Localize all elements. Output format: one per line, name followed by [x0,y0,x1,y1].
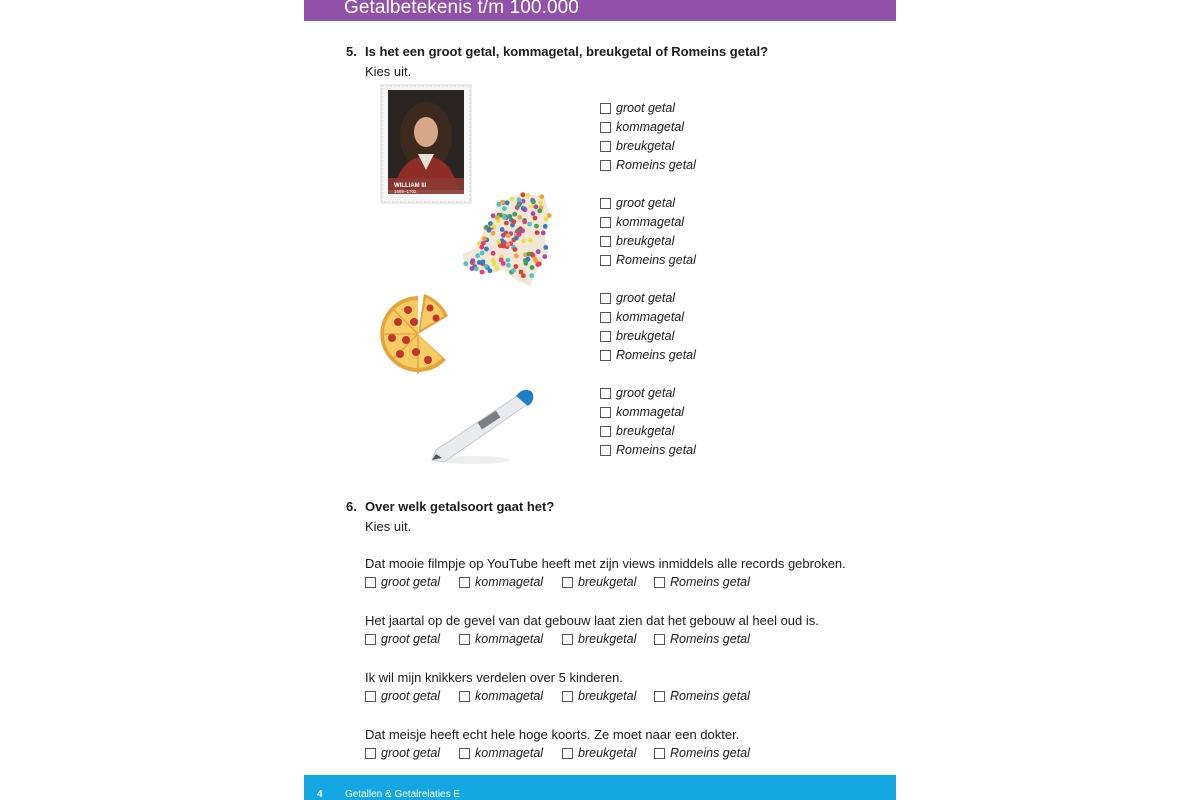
checkbox[interactable] [365,577,376,588]
checkbox[interactable] [600,122,611,133]
person-dot [475,253,480,258]
checkbox[interactable] [459,691,470,702]
checkbox-label: breukgetal [578,689,637,703]
person-dot [512,212,517,217]
q6-option-2-4[interactable] [654,632,750,646]
checkbox[interactable] [459,634,470,645]
checkbox-label: breukgetal [616,139,675,153]
checkbox-label: Romeins getal [616,253,696,267]
q6-option-4-4[interactable] [654,746,750,760]
person-dot [495,215,500,220]
person-dot [508,214,513,219]
checkbox-label: groot getal [381,689,441,703]
footer-bar [304,775,896,800]
q6-option-4-1[interactable] [365,746,440,760]
q6-option-1-2[interactable] [459,575,543,589]
person-dot [513,247,518,252]
person-dot [480,251,485,256]
question-6-instruction: Kies uit. [365,519,412,534]
person-dot [487,228,492,233]
q6-option-1-4[interactable] [654,575,750,589]
q6-option-1-3[interactable] [562,575,636,589]
person-dot [494,266,499,271]
question-5-number: 5. [346,44,357,59]
checkbox[interactable] [600,407,611,418]
person-dot [500,227,505,232]
q5-option-4-2[interactable] [600,405,684,419]
q5-option-4-4[interactable] [600,443,696,457]
checkbox-label: groot getal [616,101,676,115]
person-dot [488,221,493,226]
checkbox-label: Romeins getal [670,689,750,703]
checkbox[interactable] [600,198,611,209]
person-dot [525,193,530,198]
person-dot [533,257,538,262]
q6-option-1-1[interactable] [365,575,440,589]
person-dot [526,252,531,257]
checkbox[interactable] [365,691,376,702]
q6-sentence-3: Ik wil mijn knikkers verdelen over 5 kinderen. [365,670,623,685]
thermometer-picture [428,380,540,470]
checkbox-label: kommagetal [616,310,685,324]
checkbox-label: groot getal [616,291,676,305]
person-dot [502,206,507,211]
person-dot [525,257,530,262]
checkbox-label: kommagetal [616,405,685,419]
checkbox[interactable] [600,103,611,114]
q5-option-1-3[interactable] [600,139,674,153]
checkbox-label: kommagetal [475,689,544,703]
checkbox[interactable] [600,331,611,342]
checkbox[interactable] [600,312,611,323]
q6-option-4-3[interactable] [562,746,636,760]
checkbox[interactable] [365,634,376,645]
checkbox[interactable] [365,748,376,759]
checkbox[interactable] [600,141,611,152]
person-dot [547,213,552,218]
question-6-number: 6. [346,499,357,514]
q6-option-3-1[interactable] [365,689,440,703]
q5-option-2-2[interactable] [600,215,684,229]
q5-option-1-1[interactable] [600,101,675,115]
checkbox[interactable] [600,255,611,266]
person-dot [543,245,548,250]
checkbox[interactable] [600,445,611,456]
checkbox-label: Romeins getal [616,443,696,457]
checkbox-label: groot getal [381,746,441,760]
person-dot [470,258,475,263]
person-dot [491,251,496,256]
person-dot [518,229,523,234]
q6-sentence-1: Dat mooie filmpje op YouTube heeft met zijn views inmiddels alle records gebroken. [365,556,846,571]
checkbox-label: Romeins getal [670,632,750,646]
stamp-picture [380,84,472,204]
checkbox[interactable] [600,350,611,361]
checkbox[interactable] [654,634,665,645]
person-dot [505,200,510,205]
page-title: Getalbetekenis t/m 100.000 [344,0,579,18]
person-dot [496,240,501,245]
person-dot [541,231,546,236]
checkbox-label: Romeins getal [616,348,696,362]
question-5-title: Is het een groot getal, kommagetal, breukgetal of Romeins getal? [365,44,769,59]
q6-option-2-3[interactable] [562,632,636,646]
checkbox-label: groot getal [381,632,441,646]
q6-sentence-2: Het jaartal op de gevel van dat gebouw laat zien dat het gebouw al heel oud is. [365,613,819,628]
checkbox-label: breukgetal [578,575,637,589]
person-dot [534,224,539,229]
person-dot [514,264,519,269]
q5-option-1-4[interactable] [600,158,696,172]
checkbox-label: Romeins getal [670,575,750,589]
person-dot [516,203,521,208]
person-dot [479,245,484,250]
person-dot [521,239,526,244]
person-dot [480,270,485,275]
q6-option-3-3[interactable] [562,689,636,703]
person-dot [534,204,539,209]
person-dot [502,215,507,220]
checkbox[interactable] [562,634,573,645]
q6-option-3-4[interactable] [654,689,750,703]
q6-option-2-1[interactable] [365,632,440,646]
q6-option-4-2[interactable] [459,746,543,760]
person-dot [520,192,525,197]
q5-option-1-2[interactable] [600,120,684,134]
person-dot [504,221,509,226]
checkbox[interactable] [600,388,611,399]
checkbox[interactable] [459,577,470,588]
header-bar [304,0,896,21]
checkbox-label: breukgetal [616,234,675,248]
person-dot [481,241,486,246]
person-dot [535,262,540,267]
checkbox-label: breukgetal [616,329,675,343]
person-dot [529,273,534,278]
q5-option-4-1[interactable] [600,386,675,400]
person-dot [491,213,496,218]
person-dot [519,270,524,275]
q5-option-3-1[interactable] [600,291,675,305]
checkbox[interactable] [654,748,665,759]
question-6-title: Over welk getalsoort gaat het? [365,499,555,514]
checkbox-label: kommagetal [475,575,544,589]
checkbox-label: kommagetal [616,215,685,229]
person-dot [535,230,540,235]
person-dot [499,258,504,263]
person-dot [537,208,542,213]
checkbox-label: Romeins getal [616,158,696,172]
checkbox-label: kommagetal [475,746,544,760]
checkbox-label: groot getal [616,386,676,400]
person-dot [481,260,486,265]
person-dot [488,268,493,273]
q6-option-2-2[interactable] [459,632,543,646]
person-dot [470,266,475,271]
checkbox-label: kommagetal [616,120,685,134]
person-dot [511,268,516,273]
checkbox[interactable] [600,293,611,304]
person-dot [463,261,468,266]
q5-option-2-1[interactable] [600,196,675,210]
checkbox-label: breukgetal [578,746,637,760]
person-dot [529,204,534,209]
checkbox-label: Romeins getal [670,746,750,760]
footer-title: Getallen & Getalrelaties E [345,789,461,800]
checkbox-label: breukgetal [578,632,637,646]
person-dot [530,265,535,270]
stamp-caption: WILLIAM III [394,183,427,189]
person-dot [531,200,536,205]
person-dot [500,200,505,205]
person-dot [506,233,511,238]
checkbox[interactable] [654,691,665,702]
checkbox[interactable] [562,577,573,588]
worksheet-page [304,0,896,800]
pizza-fraction-picture [378,290,450,380]
checkbox[interactable] [600,160,611,171]
q5-option-3-4[interactable] [600,348,696,362]
person-dot [500,243,505,248]
stamp-years: 1689–1702 [394,189,417,194]
person-dot [538,200,543,205]
person-dot [533,216,538,221]
person-dot [474,266,479,271]
checkbox-label: breukgetal [616,424,675,438]
q5-option-4-3[interactable] [600,424,674,438]
checkbox[interactable] [600,426,611,437]
person-dot [510,197,515,202]
person-dot [523,207,528,212]
checkbox[interactable] [654,577,665,588]
q6-sentence-4: Dat meisje heeft echt hele hoge koorts. Ze moet naar een dokter. [365,727,740,742]
q5-option-2-3[interactable] [600,234,674,248]
person-dot [527,222,532,227]
person-dot [491,231,496,236]
person-dot [517,198,522,203]
netherlands-people-map-picture [458,190,558,294]
person-dot [512,219,517,224]
person-dot [482,236,487,241]
footer-page-number: 4 [317,789,323,800]
person-dot [484,247,489,252]
checkbox-label: groot getal [381,575,441,589]
person-dot [531,211,536,216]
checkbox-label: kommagetal [475,632,544,646]
person-dot [543,224,548,229]
q5-option-2-4[interactable] [600,253,696,267]
checkbox[interactable] [562,691,573,702]
person-dot [491,258,496,263]
person-dot [517,215,522,220]
person-dot [539,194,544,199]
person-dot [536,249,541,254]
checkbox-label: groot getal [616,196,676,210]
person-dot [514,254,519,259]
person-dot [528,238,533,243]
q6-option-3-2[interactable] [459,689,543,703]
checkbox[interactable] [459,748,470,759]
person-dot [522,219,527,224]
checkbox[interactable] [600,217,611,228]
person-dot [542,254,547,259]
q5-option-3-2[interactable] [600,310,684,324]
q5-option-3-3[interactable] [600,329,674,343]
checkbox[interactable] [600,236,611,247]
checkbox[interactable] [562,748,573,759]
person-dot [505,258,510,263]
person-dot [506,263,511,268]
question-5-instruction: Kies uit. [365,64,412,79]
